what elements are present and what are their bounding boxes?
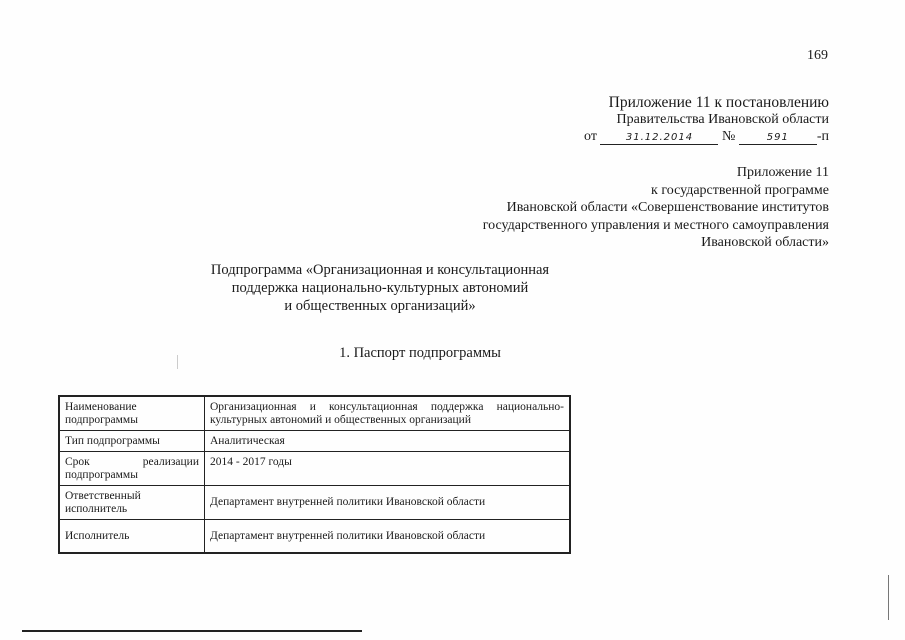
decree-annex-line1: Приложение 11 к постановлению: [608, 94, 829, 111]
subprogram-title-line1: Подпрограмма «Организационная и консультационная: [210, 262, 550, 278]
page-number: 169: [807, 48, 828, 63]
row-value: Департамент внутренней политики Ивановской области: [205, 520, 571, 554]
number-prefix: №: [721, 129, 736, 144]
program-annex-line3: Ивановской области «Совершенствование институтов: [506, 200, 829, 215]
row-label: Ответственный исполнитель: [59, 486, 205, 520]
program-annex-line4: государственного управления и местного самоуправления: [482, 217, 829, 233]
table-row: [59, 452, 570, 486]
decree-annex-header: [584, 94, 829, 145]
passport-table: [58, 395, 571, 554]
section-title: 1. Паспорт подпрограммы: [339, 345, 501, 361]
program-annex-header: [483, 164, 829, 252]
table-row: [59, 486, 570, 520]
number-field: [739, 130, 817, 145]
table-row: [59, 431, 570, 452]
row-label: Наименование подпрограммы: [59, 396, 205, 431]
scan-edge-line: [22, 630, 362, 632]
row-label: Срок реализации подпрограммы: [59, 452, 205, 486]
subprogram-title-line3: и общественных организаций»: [284, 298, 476, 314]
table-row: [59, 396, 570, 431]
row-value: 2014 - 2017 годы: [205, 452, 571, 486]
scan-edge-mark: [888, 575, 889, 620]
scan-artifact: [177, 355, 178, 369]
row-value: Департамент внутренней политики Ивановской области: [205, 486, 571, 520]
decree-date-number-line: [584, 128, 829, 145]
number-suffix: -п: [816, 129, 829, 144]
row-value: Аналитическая: [205, 431, 571, 452]
program-annex-line5: Ивановской области»: [701, 235, 829, 250]
date-value: 31.12.2014: [625, 132, 694, 143]
row-label: Исполнитель: [59, 520, 205, 554]
subprogram-title-line2: поддержка национально-культурных автономий: [231, 280, 529, 296]
table-row: [59, 520, 570, 554]
program-annex-line1: Приложение 11: [736, 165, 829, 180]
subprogram-title: [200, 261, 560, 315]
row-value: Организационная и консультационная поддержка национально-культурных автономий и общественных организаций: [205, 396, 571, 431]
date-field: [600, 130, 718, 145]
date-prefix: от: [584, 129, 597, 144]
number-value: 591: [766, 132, 789, 143]
row-label: Тип подпрограммы: [59, 431, 205, 452]
program-annex-line2: к государственной программе: [651, 182, 829, 198]
decree-annex-line2: Правительства Ивановской области: [616, 112, 829, 127]
